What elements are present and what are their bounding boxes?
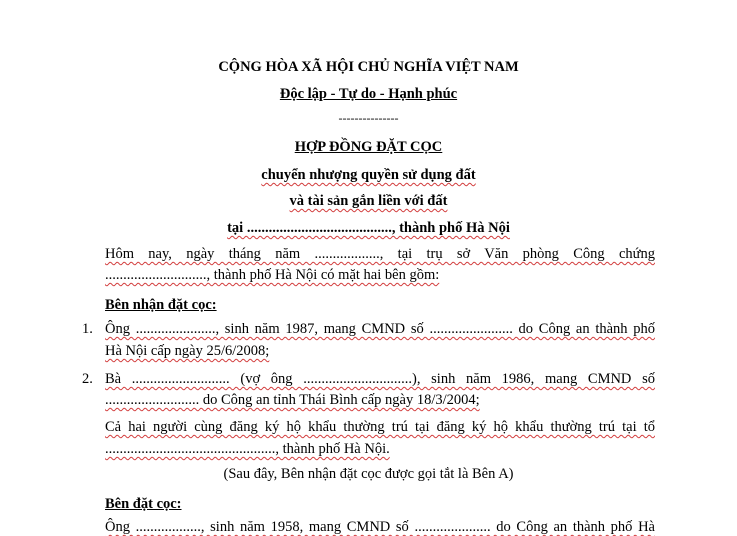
list-item-number: 2. — [82, 371, 93, 387]
party-a-residence-line-1 — [105, 418, 655, 436]
party-a-item-2-line-2 — [105, 391, 480, 409]
party-a-item-2-line-1 — [105, 370, 655, 388]
party-a-item-1-line-2 — [105, 342, 269, 360]
motto-text: Độc lập - Tự do - Hạnh phúc — [279, 86, 458, 102]
document-title-text: HỢP ĐỒNG ĐẶT CỌC — [294, 139, 443, 155]
party-a-item-2-line-1-text: Bà ........................... (vợ ông ..............................), sinh năm 1986, mang CMND số — [105, 371, 655, 387]
nation-header: CỘNG HÒA XÃ HỘI CHỦ NGHĨA VIỆT NAM — [218, 59, 519, 75]
party-b-heading — [105, 495, 182, 513]
party-a-heading-text: Bên nhận đặt cọc: — [105, 297, 217, 313]
intro-line-2 — [105, 266, 439, 284]
party-a-residence-line-2 — [105, 440, 390, 458]
document-subtitle-1-text: chuyển nhượng quyền sử dụng đất — [261, 167, 476, 183]
document-subtitle-1 — [0, 166, 737, 184]
header-divider: --------------- — [338, 111, 399, 125]
motto — [0, 85, 737, 103]
party-b-line-1-text: Ông .................., sinh năm 1958, mang CMND số ..................... do Công an thành phố Hà — [105, 519, 655, 535]
party-a-alias: (Sau đây, Bên nhận đặt cọc được gọi tắt là Bên A) — [223, 466, 514, 482]
document-subtitle-2-text: và tài sản gắn liền với đất — [289, 193, 448, 209]
party-b-heading-text: Bên đặt cọc: — [105, 496, 182, 512]
intro-line-2-text: ............................, thành phố Hà Nội có mặt hai bên gồm: — [105, 267, 440, 283]
party-a-item-1-line-1-text: Ông ......................, sinh năm 1987, mang CMND số ....................... do Công an thành phố — [105, 321, 655, 337]
party-a-residence-line-2-text: ..............................................., thành phố Hà Nội. — [105, 441, 390, 457]
document-subtitle-2 — [0, 192, 737, 210]
party-b-line-1 — [105, 518, 655, 536]
document-subtitle-3 — [0, 219, 737, 237]
party-a-residence-line-1-text: Cả hai người cùng đăng ký hộ khẩu thường trú tại đăng ký hộ khẩu thường trú tại tổ — [105, 419, 655, 435]
document-title — [0, 138, 737, 156]
intro-line-1 — [105, 245, 655, 263]
party-a-item-2-line-2-text: .......................... do Công an tỉnh Thái Bình cấp ngày 18/3/2004; — [105, 392, 480, 408]
intro-line-1-text: Hôm nay, ngày tháng năm .................., tại trụ sở Văn phòng Công chứng — [105, 246, 655, 262]
document-subtitle-3-text: tại ........................................, thành phố Hà Nội — [227, 220, 510, 236]
party-a-item-1-line-2-text: Hà Nội cấp ngày 25/6/2008; — [105, 343, 270, 359]
party-a-heading — [105, 296, 217, 314]
list-item-number: 1. — [82, 321, 93, 337]
party-a-item-1-line-1 — [105, 320, 655, 338]
